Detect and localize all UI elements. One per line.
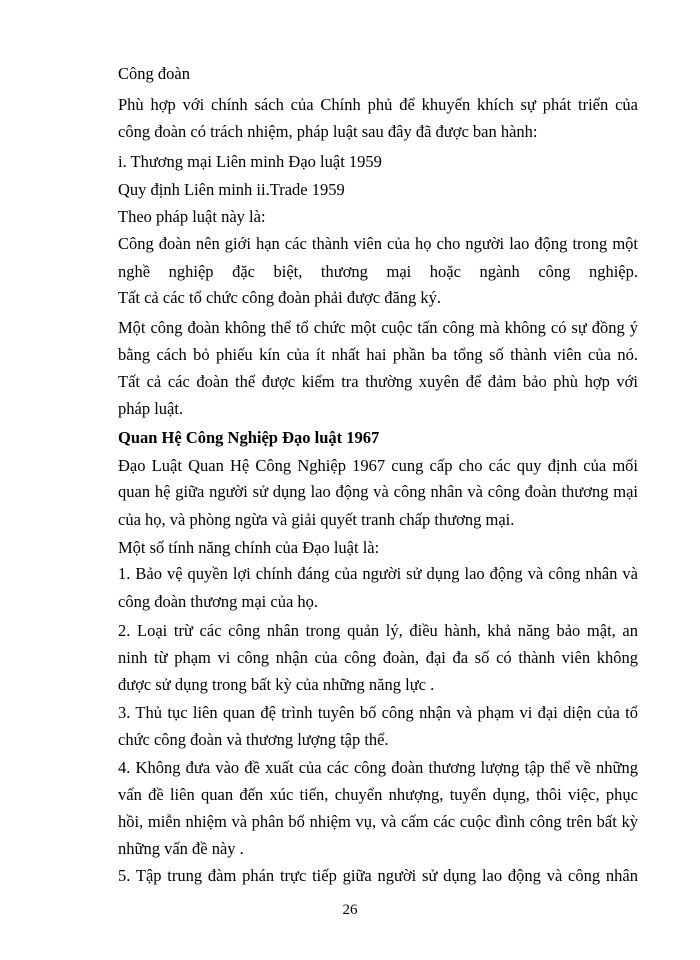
- text-line: của họ, và phòng ngừa và giải quyết tranh chấp thương mại.: [118, 510, 515, 529]
- text-line: công đoàn thương mại của họ.: [118, 592, 319, 611]
- text-line: 2. Loại trừ các công nhân trong quản lý, điều hành, khả năng bảo mật, an: [118, 621, 638, 640]
- text-line: công đoàn có trách nhiệm, pháp luật sau đây đã được ban hành:: [118, 122, 538, 141]
- text-line: được sử dụng trong bất kỳ của những năng lực .: [118, 675, 435, 694]
- text-line: 3. Thủ tục liên quan đệ trình tuyên bố công nhận và phạm vi đại diện của tổ: [118, 703, 638, 722]
- text-line: Đạo Luật Quan Hệ Công Nghiệp 1967 cung cấp cho các quy định của mối: [118, 456, 638, 475]
- text-line: Công đoàn nên giới hạn các thành viên của họ cho người lao động trong một: [118, 234, 638, 253]
- text-line: 4. Không đưa vào đề xuất của các công đoàn thương lượng tập thể về những: [118, 758, 638, 777]
- page-number: 26: [342, 902, 358, 918]
- text-line: Theo pháp luật này là:: [118, 207, 266, 226]
- text-line: 1. Bảo vệ quyền lợi chính đáng của người sử dụng lao động và công nhân và: [118, 564, 638, 583]
- text-line: nghề nghiệp đặc biệt, thương mại hoặc ngành công nghiệp.: [118, 262, 638, 281]
- text-line: ninh từ phạm vi công nhận của công đoàn, đại đa số có thành viên không: [118, 648, 638, 667]
- text-line: Phù hợp với chính sách của Chính phủ để khuyến khích sự phát triển của: [118, 95, 638, 114]
- text-line: Quy định Liên minh ii.Trade 1959: [118, 180, 345, 199]
- text-line: i. Thương mại Liên minh Đạo luật 1959: [118, 152, 382, 171]
- text-line: bằng cách bỏ phiếu kín của ít nhất hai phần ba tổng số thành viên của nó.: [118, 345, 638, 364]
- text-line: Tất cả các đoàn thể được kiểm tra thường xuyên để đảm bảo phù hợp với: [118, 372, 638, 391]
- section-heading: Quan Hệ Công Nghiệp Đạo luật 1967: [118, 428, 380, 447]
- text-line: Một công đoàn không thể tổ chức một cuộc tấn công mà không có sự đồng ý: [118, 318, 638, 337]
- text-line: chức công đoàn và thương lượng tập thể.: [118, 730, 389, 749]
- text-line: quan hệ giữa người sử dụng lao động và công nhân và công đoàn thương mại: [118, 482, 638, 501]
- text-line: 5. Tập trung đàm phán trực tiếp giữa người sử dụng lao động và công nhân: [118, 866, 638, 885]
- text-line: hồi, miễn nhiệm và phân bổ nhiệm vụ, và cấm các cuộc đình công trên bất kỳ: [118, 812, 638, 831]
- text-line: những vấn đề này .: [118, 839, 244, 858]
- text-line: vấn đề liên quan đến xúc tiến, chuyển nhượng, tuyển dụng, thôi việc, phục: [118, 785, 638, 804]
- text-line: Công đoàn: [118, 64, 190, 83]
- text-line: Tất cả các tổ chức công đoàn phải được đăng ký.: [118, 288, 442, 307]
- text-line: pháp luật.: [118, 399, 184, 418]
- text-line: Một số tính năng chính của Đạo luật là:: [118, 538, 380, 557]
